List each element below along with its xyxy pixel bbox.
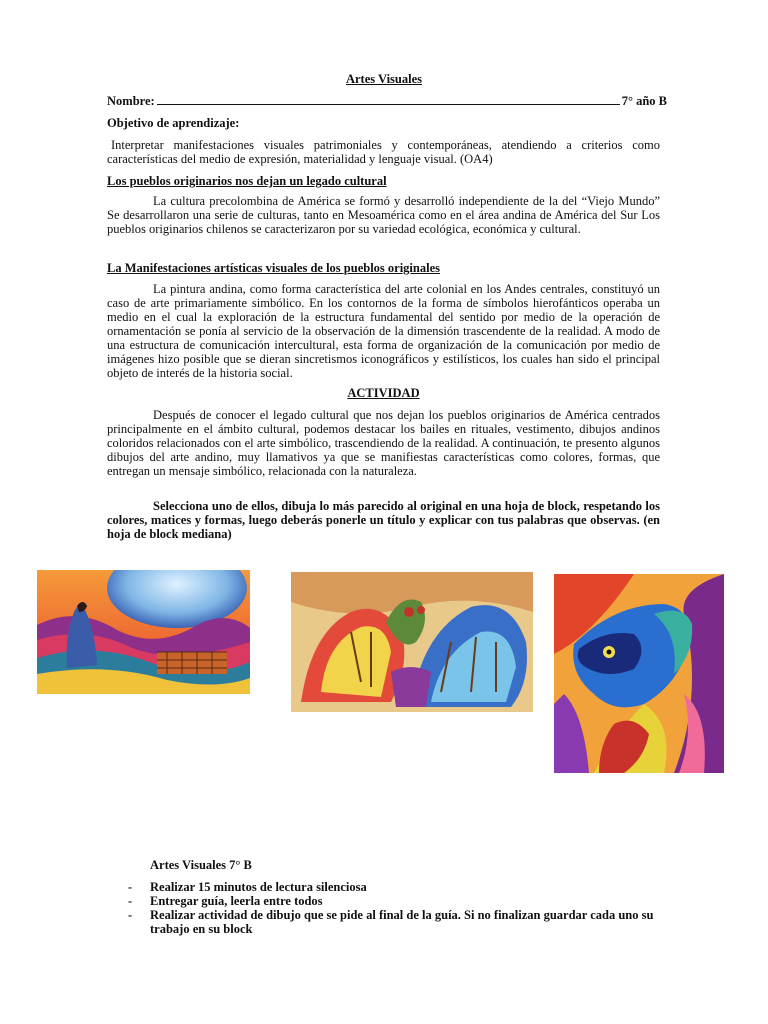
andean-roosters-image — [291, 572, 533, 712]
list-item: - Realizar 15 minutos de lectura silenciosa — [128, 880, 367, 894]
objective-text: Interpretar manifestaciones visuales patrimoniales y contemporáneas, atendiendo a criterios como características del medio de expresión, materialidad y lenguaje visual. (OA4) — [107, 138, 660, 166]
activity-text: Después de conocer el legado cultural que nos dejan los pueblos originarios de América centrados principalmente en el ámbito cultural, podemos destacar los bailes en rituales, vestimento, dibujos andinos coloridos relacionados con el arte simbólico, trascendiendo de la realidad. A continuación, te presento algunos dibujos del arte andino, muy llamativos ya que se manifiestas características como colores, formas, que entregan un mensaje simbólico, relacionada con la naturaleza. — [107, 408, 660, 478]
section1-text: La cultura precolombina de América se formó y desarrolló independiente de la del “Viejo Mundo” Se desarrollaron una serie de culturas, tanto en Mesoamérica como en el área andina de América del Sur Los pueblos originarios chilenos se caracterizaron por su variedad ecológica, económica y cultural. — [107, 194, 660, 236]
list-item: - Realizar actividad de dibujo que se pide al final de la guía. Si no finalizan guardar cada uno su trabajo en su block — [128, 908, 654, 936]
section2-text: La pintura andina, como forma característica del arte colonial en los Andes centrales, constituyó un caso de arte primariamente simbólico. En los contornos de la forma de símbolos hierofánticos operaba un medio en el cual la exploración de la estructura fundamental del sentido por medio de la operación de ornamentación se ponía al servicio de la observación de la dimensión trascendente de la realidad. A modo de una estructura de comunicación intercultural, esta forma de organización de la comunicación por medio de imágenes hizo posible que se dieran sincretismos iconográficos y estilísticos, los cuales han sido el principal objeto de interés de la historia social. — [107, 282, 660, 380]
page-title: Artes Visuales — [345, 72, 423, 86]
name-line — [107, 93, 667, 109]
grade-label: 7° año B — [621, 94, 667, 108]
list-item: - Entregar guía, leerla entre todos — [128, 894, 323, 908]
tasks-heading: Artes Visuales 7° B — [150, 858, 252, 872]
activity-instruction: Selecciona uno de ellos, dibuja lo más parecido al original en una hoja de block, respetando los colores, matices y formas, luego deberás ponerle un título y explicar con tus palabras que observas. (en hoja de block mediana) — [107, 499, 660, 541]
tasks-list — [128, 880, 670, 936]
landscape-painting-graphic — [37, 570, 250, 694]
horse-painting-graphic — [554, 574, 724, 773]
section2-heading: La Manifestaciones artísticas visuales de los pueblos originales — [107, 261, 440, 275]
section1-heading: Los pueblos originarios nos dejan un legado cultural — [107, 174, 387, 188]
andean-landscape-image — [37, 570, 250, 694]
activity-heading: ACTIVIDAD — [347, 386, 420, 400]
objective-heading: Objetivo de aprendizaje: — [107, 116, 240, 130]
name-blank — [157, 93, 620, 105]
name-label: Nombre: — [107, 94, 155, 108]
andean-horse-image — [554, 574, 724, 773]
roosters-painting-graphic — [291, 572, 533, 712]
